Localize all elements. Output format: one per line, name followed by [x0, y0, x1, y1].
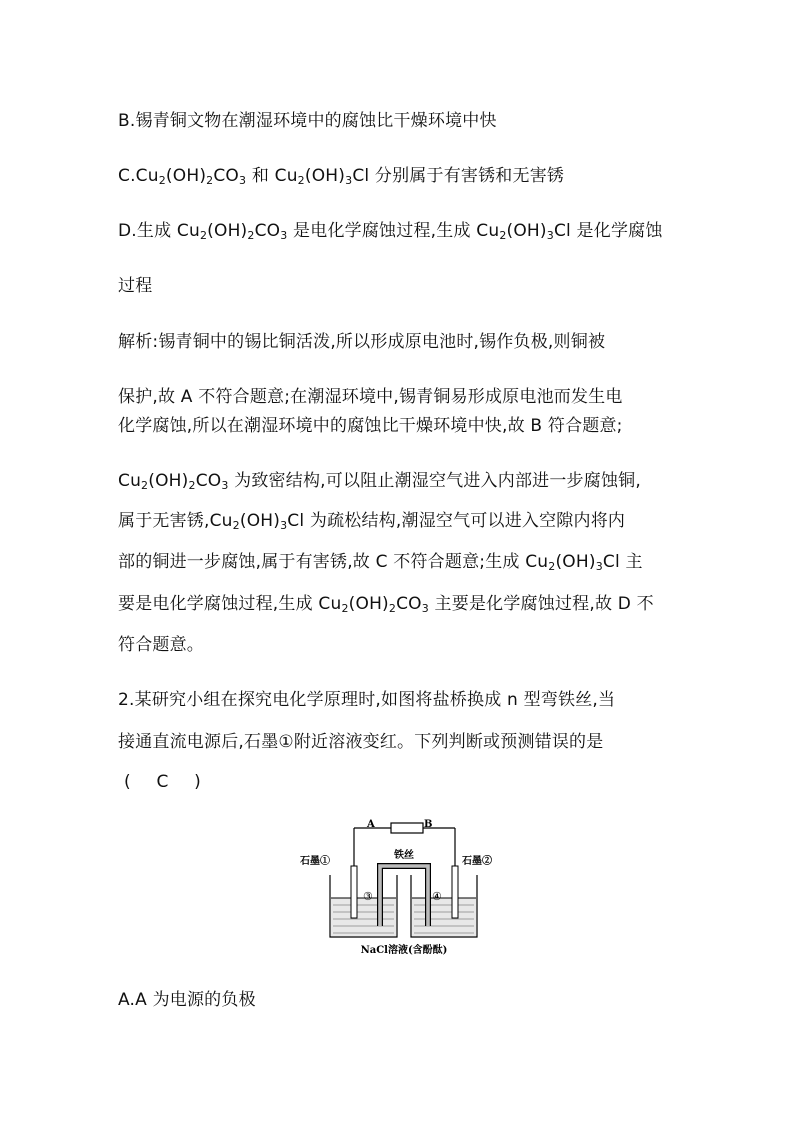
answer-letter: C	[156, 772, 169, 792]
option-d: D.生成 $Cu_2(OH)_2CO_3$ 是电化学腐蚀过程,生成 $Cu_2(OH)_3Cl$ 是化学腐蚀	[118, 221, 663, 242]
option-a: A.A 为电源的负极	[118, 990, 256, 1010]
analysis-line: 保护,故 A 不符合题意;在潮湿环境中,锡青铜易形成原电池而发生电	[118, 387, 623, 407]
terminal-a-label: A	[367, 819, 375, 830]
iron-wire-label: 铁丝	[394, 850, 414, 861]
option-d-continued: 过程	[118, 276, 153, 296]
graphite-electrode-2	[452, 866, 458, 918]
graphite-2-label: 石墨②	[462, 856, 492, 867]
electrode-3-label: ③	[363, 890, 373, 903]
answer-bracket	[124, 772, 201, 792]
paren-close: )	[194, 772, 201, 792]
electrolysis-diagram	[300, 812, 510, 962]
analysis-line: 解析:锡青铜中的锡比铜活泼,所以形成原电池时,锡作负极,则铜被	[118, 332, 606, 352]
power-source	[391, 823, 423, 833]
analysis-line: 化学腐蚀,所以在潮湿环境中的腐蚀比干燥环境中快,故 B 符合题意;	[118, 416, 623, 436]
figure-caption: NaCl溶液(含酚酞)	[360, 945, 448, 956]
terminal-b-label: B	[424, 819, 433, 830]
question-2-line: 2.某研究小组在探究电化学原理时,如图将盐桥换成 n 型弯铁丝,当	[118, 690, 616, 710]
analysis-line: 部的铜进一步腐蚀,属于有害锈,故 C 不符合题意;生成 $Cu_2(OH)_3Cl$ 主	[118, 552, 643, 573]
analysis-line: $Cu_2(OH)_2CO_3$ 为致密结构,可以阻止潮湿空气进入内部进一步腐蚀铜,	[118, 471, 641, 492]
graphite-electrode-1	[351, 866, 357, 918]
analysis-line: 属于无害锈$,Cu_2(OH)_3Cl$ 为疏松结构,潮湿空气可以进入空隙内将内	[118, 511, 626, 532]
option-b: B.锡青铜文物在潮湿环境中的腐蚀比干燥环境中快	[118, 111, 497, 131]
analysis-line: 要是电化学腐蚀过程,生成 $Cu_2(OH)_2CO_3$ 主要是化学腐蚀过程,故 D 不	[118, 594, 654, 615]
analysis-line: 符合题意。	[118, 635, 204, 655]
paren-open: (	[124, 772, 131, 792]
option-c: $C.Cu_2(OH)_2CO_3$ 和 $Cu_2(OH)_3Cl$ 分别属于有害锈和无害锈	[118, 166, 565, 187]
graphite-1-label: 石墨①	[300, 856, 330, 867]
question-2-line: 接通直流电源后,石墨①附近溶液变红。下列判断或预测错误的是	[118, 732, 604, 752]
electrode-4-label: ④	[432, 890, 442, 903]
